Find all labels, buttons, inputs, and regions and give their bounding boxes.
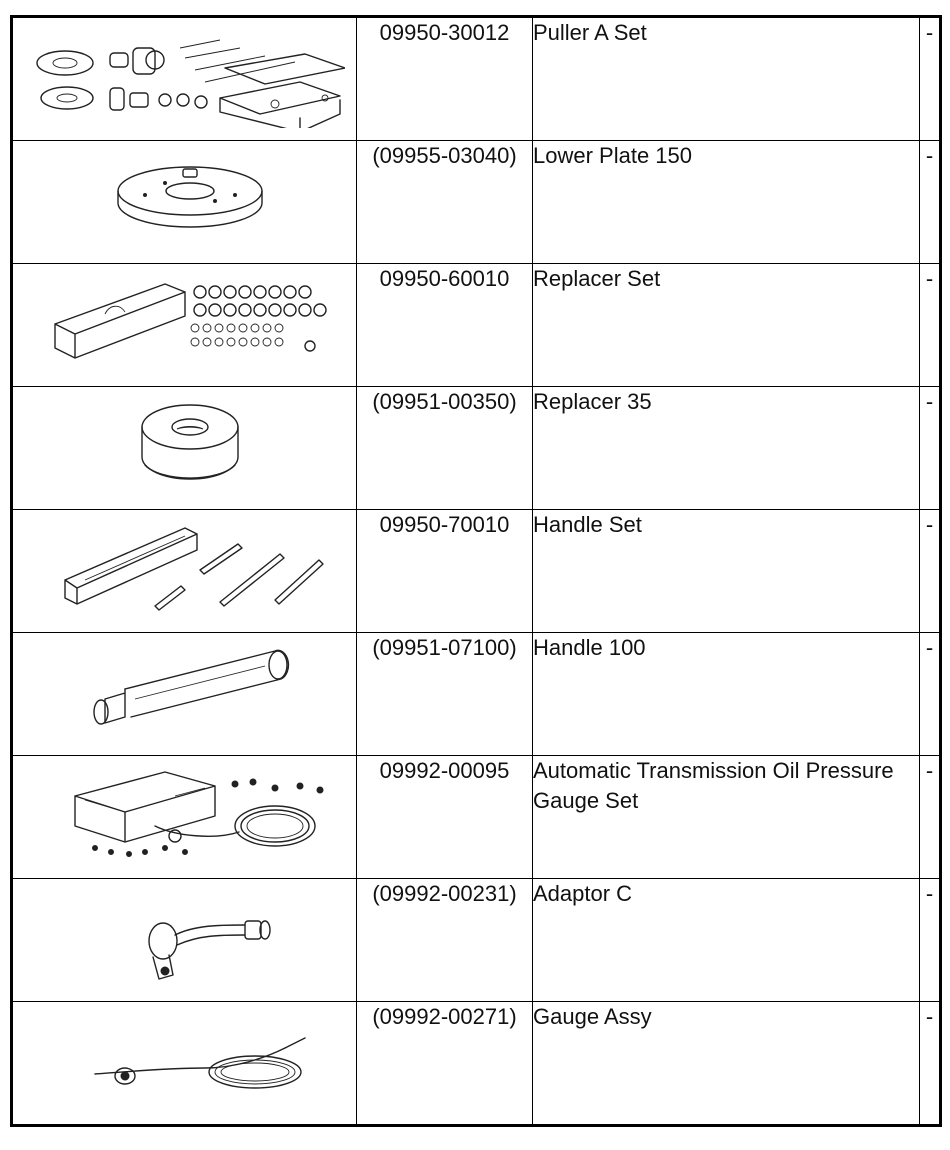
tool-image-cell (12, 264, 357, 387)
tool-row (12, 387, 941, 510)
part-number: 09950-70010 (357, 510, 533, 633)
part-number: (09951-00350) (357, 387, 533, 510)
tool-name: Puller A Set (533, 17, 920, 141)
remark-mark: - (920, 756, 941, 879)
tool-image-cell (12, 879, 357, 1002)
remark-mark: - (920, 141, 941, 264)
remark-mark: - (920, 633, 941, 756)
remark-mark: - (920, 17, 941, 141)
handle-icon (25, 633, 345, 743)
part-number: (09955-03040) (357, 141, 533, 264)
tool-row (12, 510, 941, 633)
tool-image-cell (12, 633, 357, 756)
part-number: (09992-00271) (357, 1002, 533, 1126)
remark-mark: - (920, 1002, 941, 1126)
tool-row (12, 1002, 941, 1126)
tool-row (12, 756, 941, 879)
remark-mark: - (920, 879, 941, 1002)
tool-name: Replacer 35 (533, 387, 920, 510)
remark-mark: - (920, 510, 941, 633)
tool-name: Gauge Assy (533, 1002, 920, 1126)
gauge-assy-icon (25, 1002, 345, 1112)
tool-name: Adaptor C (533, 879, 920, 1002)
tool-image-cell (12, 17, 357, 141)
remark-mark: - (920, 387, 941, 510)
replacer-icon (25, 387, 345, 497)
puller-set-icon (25, 18, 345, 128)
part-number: 09950-30012 (357, 17, 533, 141)
tool-row (12, 264, 941, 387)
tool-name: Lower Plate 150 (533, 141, 920, 264)
remark-mark: - (920, 264, 941, 387)
tool-row (12, 17, 941, 141)
handle-set-icon (25, 510, 345, 620)
tool-image-cell (12, 141, 357, 264)
part-number: 09950-60010 (357, 264, 533, 387)
adaptor-icon (25, 879, 345, 989)
part-number: (09992-00231) (357, 879, 533, 1002)
tool-name: Replacer Set (533, 264, 920, 387)
tool-image-cell (12, 756, 357, 879)
tool-image-cell (12, 1002, 357, 1126)
tool-name: Automatic Transmission Oil Pressure Gauge Set (533, 756, 920, 879)
special-tools-table (10, 15, 942, 1127)
tool-row (12, 879, 941, 1002)
part-number: (09951-07100) (357, 633, 533, 756)
gauge-set-icon (25, 756, 345, 866)
part-number: 09992-00095 (357, 756, 533, 879)
tool-row (12, 141, 941, 264)
tool-image-cell (12, 387, 357, 510)
tool-name: Handle 100 (533, 633, 920, 756)
tool-image-cell (12, 510, 357, 633)
tool-name: Handle Set (533, 510, 920, 633)
tool-row (12, 633, 941, 756)
replacer-set-icon (25, 264, 345, 374)
lower-plate-icon (25, 141, 345, 251)
